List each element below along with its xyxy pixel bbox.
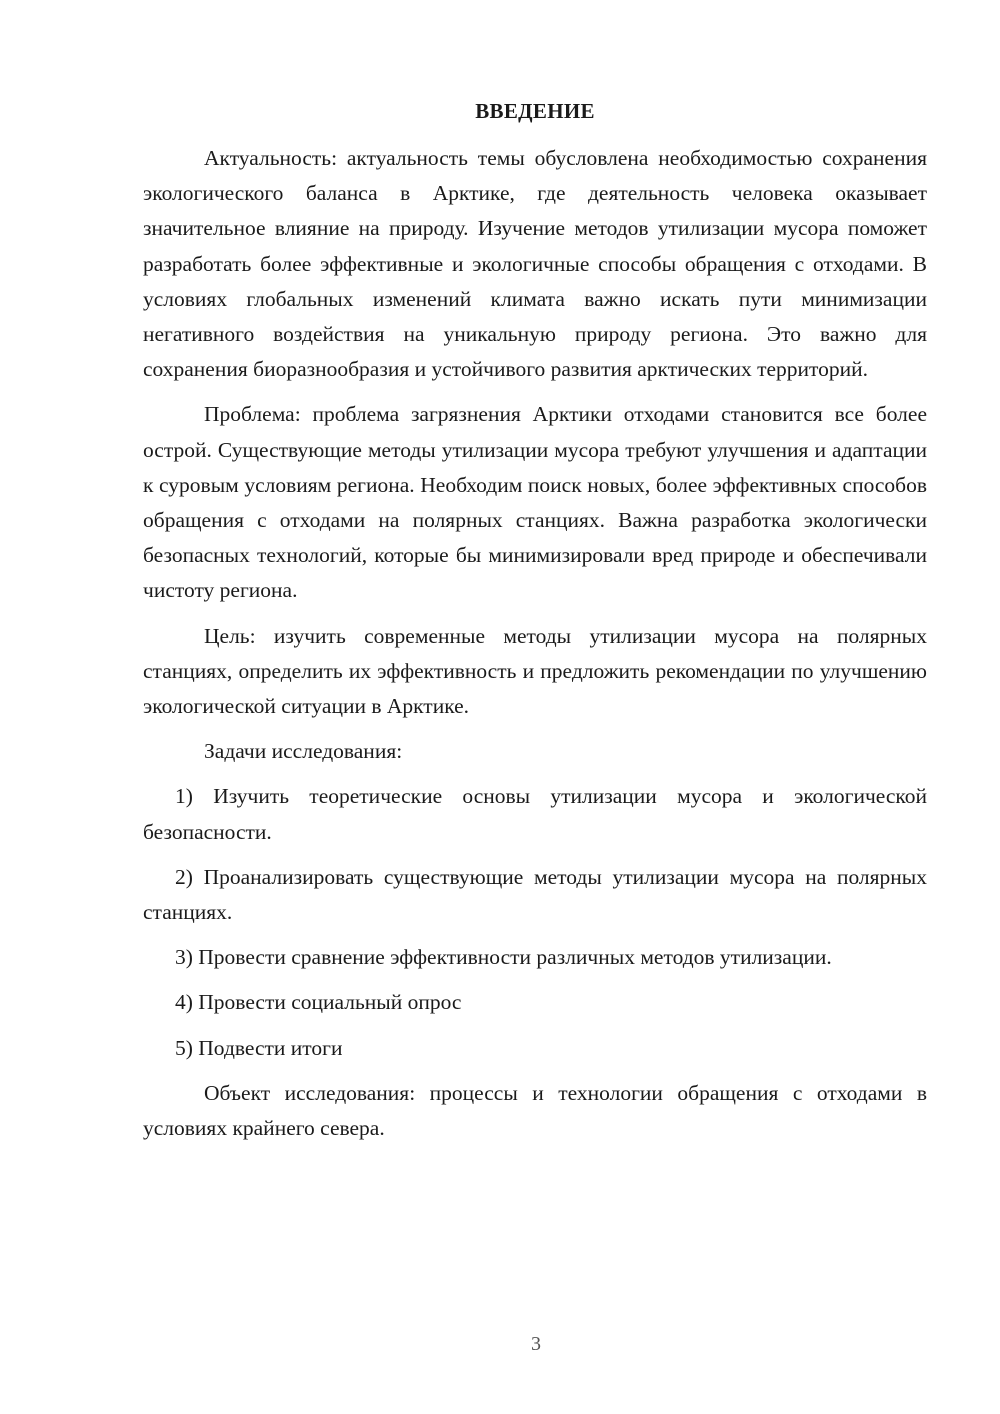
task-item: 4) Провести социальный опрос [175, 990, 462, 1015]
tasks-heading: Задачи исследования: [204, 739, 403, 764]
task-item: 3) Провести сравнение эффективности различных методов утилизации. [175, 945, 832, 970]
object-paragraph: Объект исследования: процессы и технологии обращения с отходами в условиях крайнего севера. [143, 1080, 927, 1141]
document-page [143, 94, 927, 1156]
page-number: 3 [531, 1333, 541, 1355]
relevance-paragraph: Актуальность: актуальность темы обусловлена необходимостью сохранения экологического баланса в Арктике, где деятельность человека оказывает значительное влияние на природу. Изучение методов утилизации мусора поможет разработать более эффективные и экологичные способы обращения с отходами. В условиях глобальных изменений климата важно искать пути минимизации негативного воздействия на уникальную природу региона. Это важно для сохранения биоразнообразия и устойчивого развития арктических территорий. [143, 146, 927, 382]
problem-paragraph: Проблема: проблема загрязнения Арктики отходами становится все более острой. Существующие методы утилизации мусора требуют улучшения и адаптации к суровым условиям региона. Необходим поиск новых, более эффективных способов обращения с отходами на полярных станциях. Важна разработка экологически безопасных технологий, которые бы минимизировали вред природе и обеспечивали чистоту региона. [143, 402, 927, 603]
section-title: ВВЕДЕНИЕ [475, 99, 595, 123]
task-item: 1) Изучить теоретические основы утилизации мусора и экологической безопасности. [143, 784, 927, 844]
goal-paragraph: Цель: изучить современные методы утилизации мусора на полярных станциях, определить их эффективность и предложить рекомендации по улучшению экологической ситуации в Арктике. [143, 623, 927, 719]
task-item: 5) Подвести итоги [175, 1035, 343, 1060]
task-item: 2) Проанализировать существующие методы утилизации мусора на полярных станциях. [143, 864, 927, 925]
